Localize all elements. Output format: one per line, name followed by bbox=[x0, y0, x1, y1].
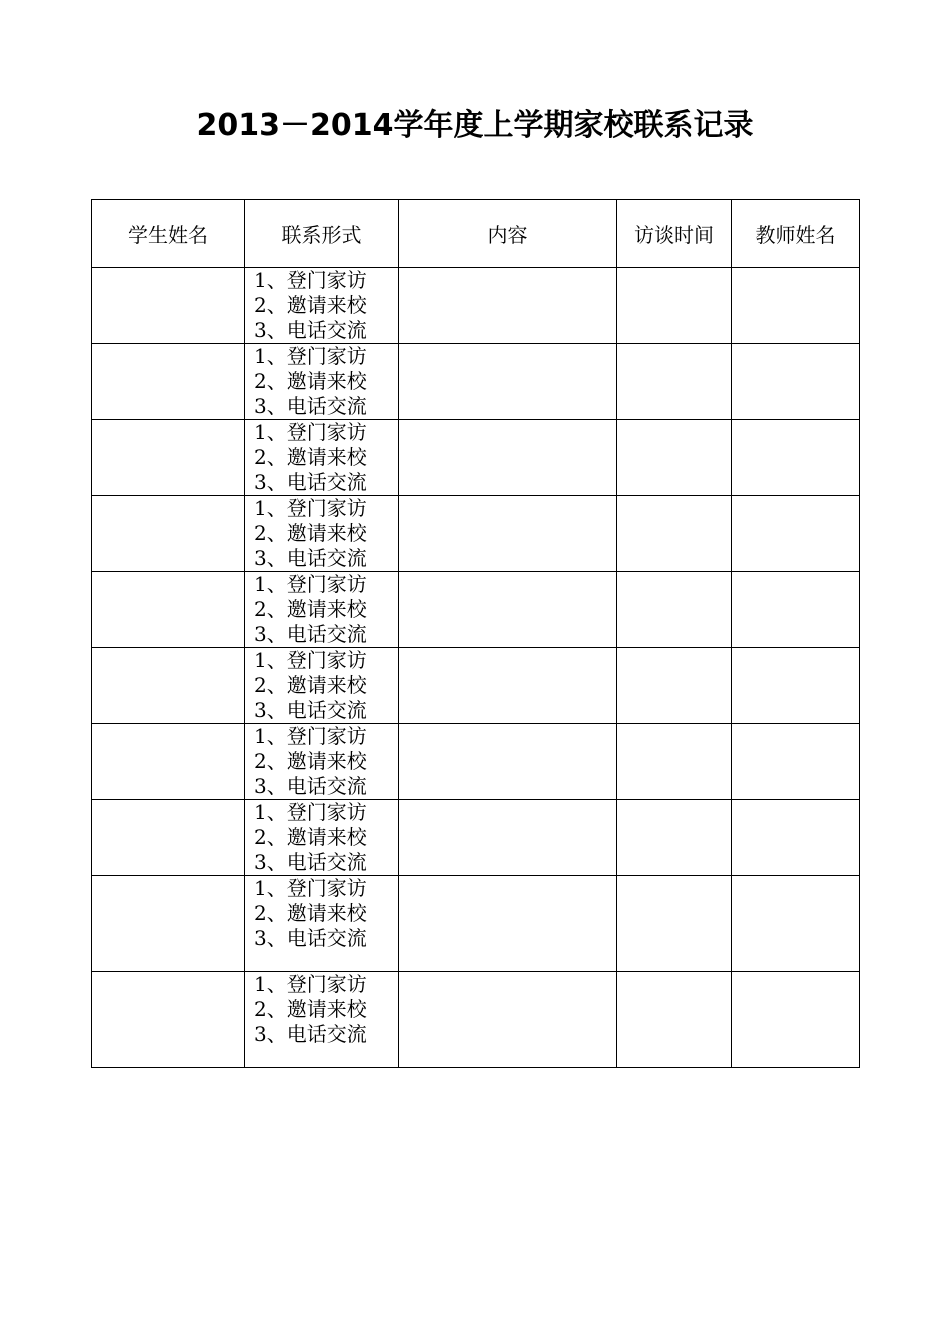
cell-teacher-name[interactable] bbox=[732, 876, 860, 972]
cell-visit-time[interactable] bbox=[617, 800, 732, 876]
header-visit-time: 访谈时间 bbox=[617, 200, 732, 268]
cell-visit-time[interactable] bbox=[617, 972, 732, 1068]
cell-teacher-name[interactable] bbox=[732, 724, 860, 800]
cell-visit-time[interactable] bbox=[617, 572, 732, 648]
cell-student-name[interactable] bbox=[92, 344, 245, 420]
contact-option-2: 2、邀请来校 bbox=[254, 673, 367, 697]
contact-option-1: 1、登门家访 bbox=[254, 496, 367, 520]
cell-content[interactable] bbox=[399, 648, 617, 724]
cell-content[interactable] bbox=[399, 876, 617, 972]
cell-content[interactable] bbox=[399, 572, 617, 648]
contact-option-3: 3、电话交流 bbox=[254, 926, 367, 950]
table-row bbox=[92, 496, 860, 572]
cell-visit-time[interactable] bbox=[617, 876, 732, 972]
cell-visit-time[interactable] bbox=[617, 268, 732, 344]
cell-content[interactable] bbox=[399, 724, 617, 800]
cell-contact-method bbox=[245, 800, 399, 876]
cell-student-name[interactable] bbox=[92, 800, 245, 876]
contact-option-1: 1、登门家访 bbox=[254, 268, 367, 292]
contact-option-1: 1、登门家访 bbox=[254, 572, 367, 596]
contact-option-2: 2、邀请来校 bbox=[254, 901, 367, 925]
cell-content[interactable] bbox=[399, 972, 617, 1068]
contact-option-2: 2、邀请来校 bbox=[254, 445, 367, 469]
cell-content[interactable] bbox=[399, 420, 617, 496]
table-row bbox=[92, 420, 860, 496]
cell-teacher-name[interactable] bbox=[732, 496, 860, 572]
contact-option-2: 2、邀请来校 bbox=[254, 597, 367, 621]
contact-option-1: 1、登门家访 bbox=[254, 724, 367, 748]
table-row bbox=[92, 344, 860, 420]
contact-option-3: 3、电话交流 bbox=[254, 850, 367, 874]
contact-option-3: 3、电话交流 bbox=[254, 1022, 367, 1046]
cell-visit-time[interactable] bbox=[617, 420, 732, 496]
table-row bbox=[92, 972, 860, 1068]
cell-visit-time[interactable] bbox=[617, 344, 732, 420]
cell-content[interactable] bbox=[399, 268, 617, 344]
cell-contact-method bbox=[245, 972, 399, 1068]
cell-teacher-name[interactable] bbox=[732, 344, 860, 420]
contact-option-3: 3、电话交流 bbox=[254, 470, 367, 494]
cell-teacher-name[interactable] bbox=[732, 420, 860, 496]
contact-option-2: 2、邀请来校 bbox=[254, 997, 367, 1021]
cell-contact-method bbox=[245, 724, 399, 800]
contact-option-3: 3、电话交流 bbox=[254, 394, 367, 418]
cell-content[interactable] bbox=[399, 800, 617, 876]
cell-contact-method bbox=[245, 572, 399, 648]
table-header-row bbox=[92, 200, 860, 268]
cell-visit-time[interactable] bbox=[617, 496, 732, 572]
contact-option-1: 1、登门家访 bbox=[254, 648, 367, 672]
cell-contact-method bbox=[245, 648, 399, 724]
cell-content[interactable] bbox=[399, 344, 617, 420]
cell-student-name[interactable] bbox=[92, 268, 245, 344]
table-row bbox=[92, 876, 860, 972]
cell-student-name[interactable] bbox=[92, 496, 245, 572]
cell-teacher-name[interactable] bbox=[732, 972, 860, 1068]
contact-option-1: 1、登门家访 bbox=[254, 800, 367, 824]
contact-option-1: 1、登门家访 bbox=[254, 876, 367, 900]
table-row bbox=[92, 648, 860, 724]
table-row bbox=[92, 572, 860, 648]
contact-option-1: 1、登门家访 bbox=[254, 420, 367, 444]
contact-option-2: 2、邀请来校 bbox=[254, 825, 367, 849]
contact-option-1: 1、登门家访 bbox=[254, 972, 367, 996]
cell-student-name[interactable] bbox=[92, 648, 245, 724]
header-contact-method: 联系形式 bbox=[245, 200, 399, 268]
contact-option-2: 2、邀请来校 bbox=[254, 369, 367, 393]
cell-contact-method bbox=[245, 496, 399, 572]
cell-student-name[interactable] bbox=[92, 572, 245, 648]
table-row bbox=[92, 724, 860, 800]
header-student-name: 学生姓名 bbox=[92, 200, 245, 268]
contact-record-table bbox=[91, 199, 860, 1068]
contact-option-1: 1、登门家访 bbox=[254, 344, 367, 368]
contact-option-2: 2、邀请来校 bbox=[254, 521, 367, 545]
cell-teacher-name[interactable] bbox=[732, 268, 860, 344]
cell-student-name[interactable] bbox=[92, 724, 245, 800]
cell-teacher-name[interactable] bbox=[732, 648, 860, 724]
contact-option-2: 2、邀请来校 bbox=[254, 293, 367, 317]
contact-option-3: 3、电话交流 bbox=[254, 622, 367, 646]
contact-option-3: 3、电话交流 bbox=[254, 698, 367, 722]
header-content: 内容 bbox=[399, 200, 617, 268]
cell-visit-time[interactable] bbox=[617, 724, 732, 800]
cell-student-name[interactable] bbox=[92, 972, 245, 1068]
cell-contact-method bbox=[245, 344, 399, 420]
cell-contact-method bbox=[245, 268, 399, 344]
header-teacher-name: 教师姓名 bbox=[732, 200, 860, 268]
cell-student-name[interactable] bbox=[92, 876, 245, 972]
contact-option-2: 2、邀请来校 bbox=[254, 749, 367, 773]
contact-option-3: 3、电话交流 bbox=[254, 774, 367, 798]
contact-option-3: 3、电话交流 bbox=[254, 546, 367, 570]
cell-content[interactable] bbox=[399, 496, 617, 572]
cell-contact-method bbox=[245, 420, 399, 496]
cell-contact-method bbox=[245, 876, 399, 972]
page-title: 2013－2014学年度上学期家校联系记录 bbox=[196, 108, 754, 143]
contact-option-3: 3、电话交流 bbox=[254, 318, 367, 342]
table-row bbox=[92, 268, 860, 344]
cell-visit-time[interactable] bbox=[617, 648, 732, 724]
cell-student-name[interactable] bbox=[92, 420, 245, 496]
cell-teacher-name[interactable] bbox=[732, 800, 860, 876]
table-row bbox=[92, 800, 860, 876]
cell-teacher-name[interactable] bbox=[732, 572, 860, 648]
